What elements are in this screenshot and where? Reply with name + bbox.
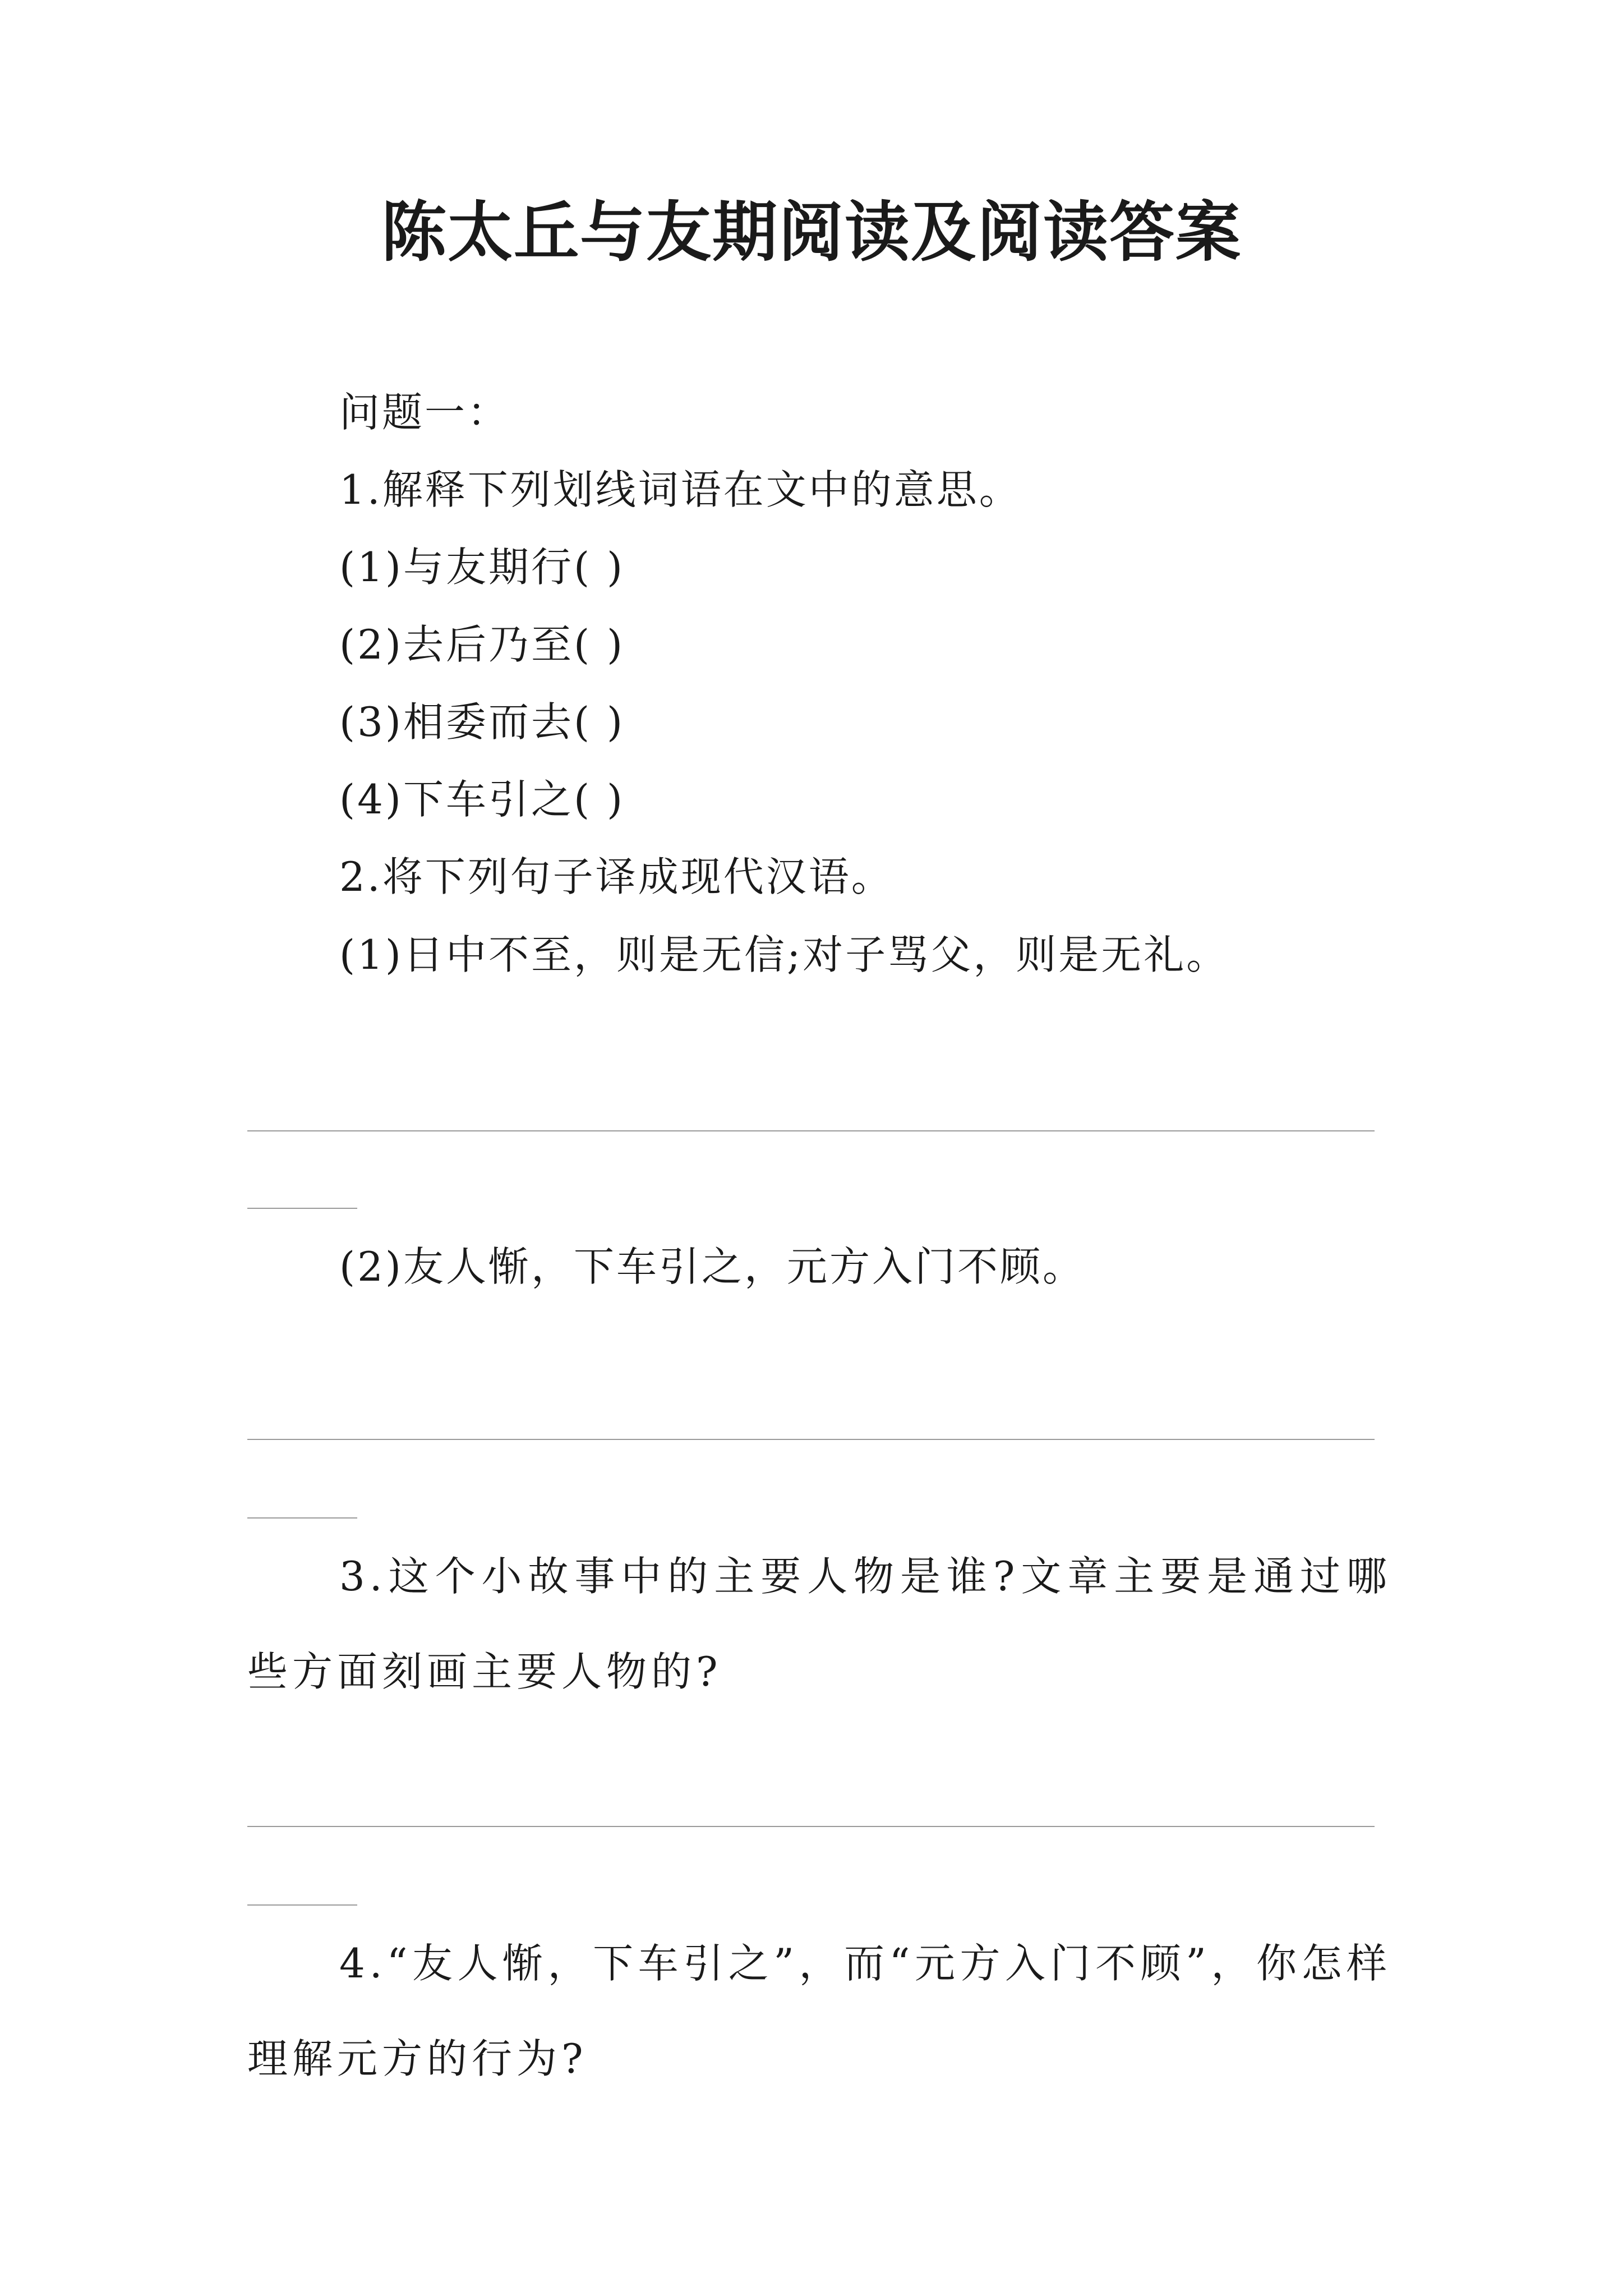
answer-line — [247, 1130, 1375, 1131]
document-title: 陈太丘与友期阅读及阅读答案 — [381, 194, 1242, 270]
question-2-item: (1)日中不至，则是无信;对子骂父，则是无礼。 — [339, 931, 1229, 978]
section-heading: 问题一： — [339, 389, 510, 436]
question-3-prompt: 3.这个小故事中的主要人物是谁?文章主要是通过哪些方面刻画主要人物的? — [247, 1553, 1391, 1695]
answer-line-end — [247, 1517, 357, 1519]
answer-line-end — [247, 1904, 357, 1906]
answer-line — [247, 1439, 1375, 1440]
answer-line — [247, 1826, 1375, 1827]
question-1-item: (2)去后乃至( ) — [339, 621, 625, 668]
question-2-item: (2)友人惭，下车引之，元方入门不顾。 — [339, 1243, 1085, 1290]
answer-line-end — [247, 1208, 357, 1209]
question-1-item: (3)相委而去( ) — [339, 698, 625, 746]
question-1-item: (4)下车引之( ) — [339, 776, 625, 823]
question-1-item: (1)与友期行( ) — [339, 544, 625, 591]
question-1-prompt: 1.解释下列划线词语在文中的意思。 — [339, 466, 1022, 513]
question-4-prompt: 4.“友人惭，下车引之”，而“元方入门不顾”，你怎样理解元方的行为? — [247, 1940, 1391, 2082]
question-2-prompt: 2.将下列句子译成现代汉语。 — [339, 853, 894, 900]
